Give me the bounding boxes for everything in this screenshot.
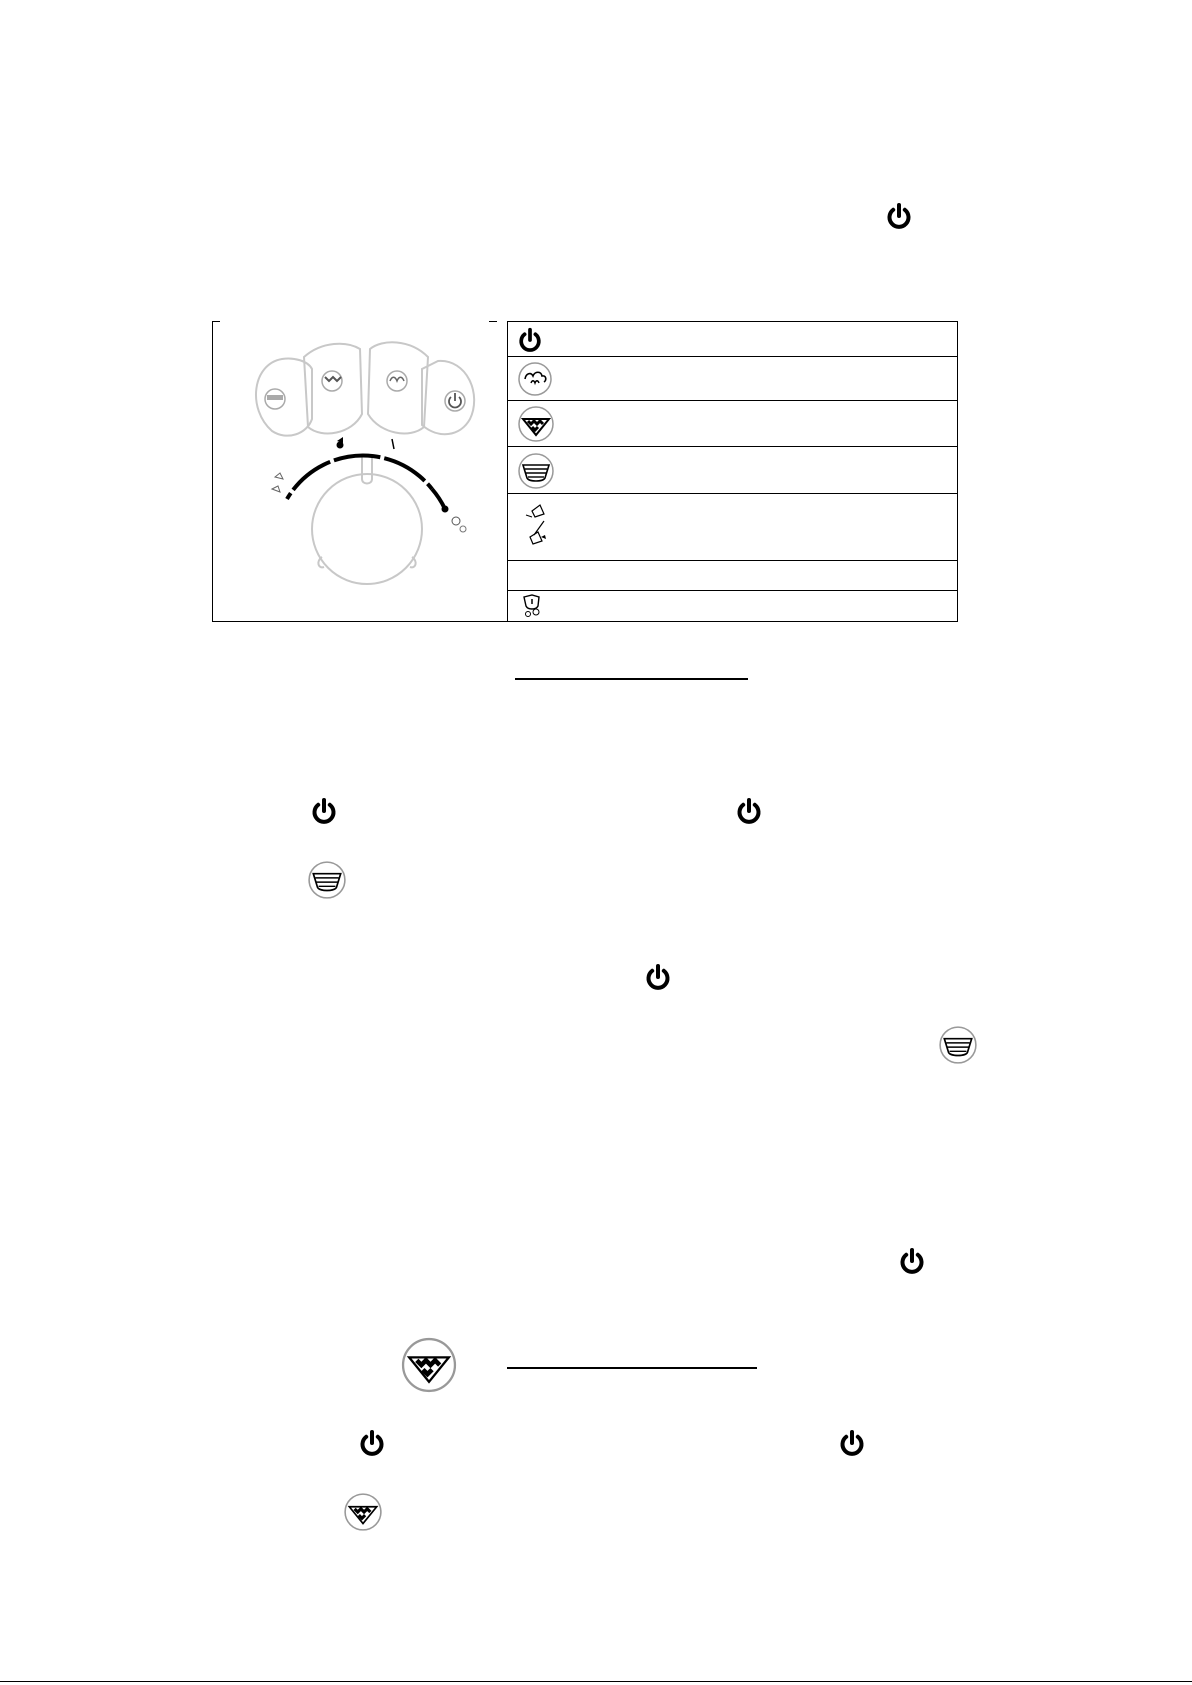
power-icon [358,1429,386,1457]
power-icon [898,1247,926,1275]
grill-icon [517,405,555,443]
power-icon [838,1429,866,1457]
power-icon [644,963,672,991]
power-icon [310,797,338,825]
control-panel-illustration [242,339,492,609]
warm-icon [517,452,555,490]
power-icon [517,327,543,353]
section-title-underline [515,678,748,680]
warm-icon [307,860,347,900]
power-icon [735,797,763,825]
power-icon [885,202,913,230]
warm-icon [938,1025,978,1065]
timer-icon [519,593,545,619]
grill-icon [400,1336,458,1394]
section-title-underline [507,1367,757,1369]
page-bottom-rule [0,1681,1192,1682]
grill-icon [343,1492,383,1532]
steam-icon [517,361,553,397]
control-panel-table [212,321,958,622]
fan-icon [522,501,552,556]
